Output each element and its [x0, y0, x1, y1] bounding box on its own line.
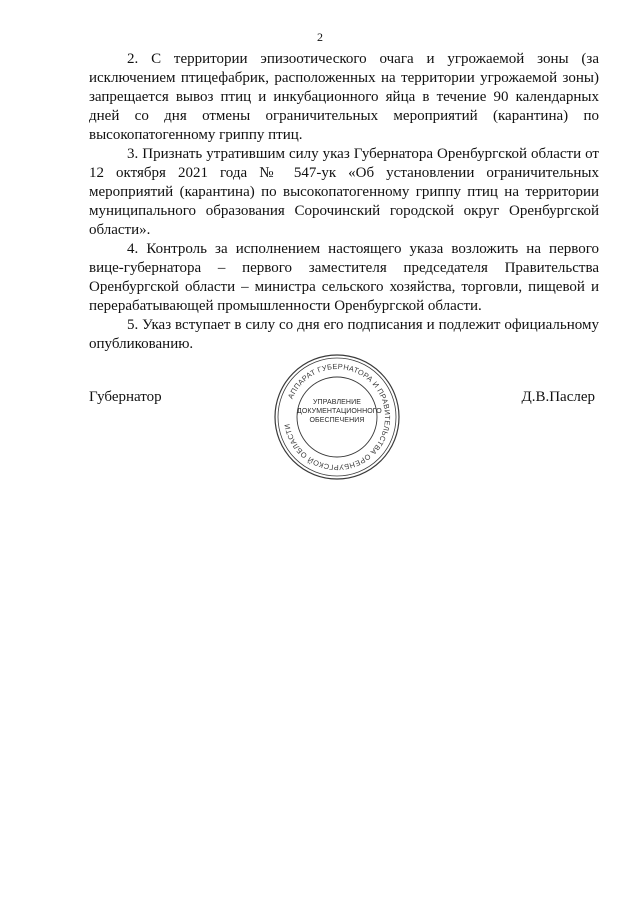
official-stamp: [272, 352, 402, 482]
stamp-center-line-3: ОБЕСПЕЧЕНИЯ: [309, 417, 365, 424]
paragraph-5-entry-into-force: 5. Указ вступает в силу со дня его подписания и подлежит официальному опубликованию.: [89, 317, 599, 352]
page-number: 2: [317, 30, 323, 44]
signatory-name: Д.В.Паслер: [521, 389, 595, 405]
paragraph-2-export-ban: 2. С территории эпизоотического очага и угрожаемой зоны (за исключением птицефабрик, расположенных на территории угрожаемой зоны) запрещается вывоз птиц и инкубационного яйца в течение 90 календарных дней со дня отмены ограничительных мероприятий (карантина) по высокопатогенному гриппу птиц.: [89, 51, 599, 143]
signature-block: [89, 352, 599, 482]
stamp-center-line-2: ДОКУМЕНТАЦИОННОГО: [297, 408, 382, 415]
paragraph-3-repeal-decree: 3. Признать утратившим силу указ Губернатора Оренбургской области от 12 октября 2021 года № 547-ук «Об установлении ограничительных мероприятий (карантина) по высокопатогенному гриппу птиц на территории муниципального образования Сорочинский городской округ Оренбургской области».: [89, 146, 599, 238]
stamp-center-line-1: УПРАВЛЕНИЕ: [313, 399, 361, 406]
signatory-title: Губернатор: [89, 389, 162, 405]
stamp-ring-text: АППАРАТ ГУБЕРНАТОРА И ПРАВИТЕЛЬСТВА ОРЕНБУРГСКОЙ ОБЛАСТИ: [282, 361, 393, 473]
paragraph-4-control: 4. Контроль за исполнением настоящего указа возложить на первого вице-губернатора – первого заместителя председателя Правительства Оренбургской области – министра сельского хозяйства, торговли, пищевой и перерабатывающей промышленности Оренбургской области.: [89, 241, 599, 314]
document-body: [89, 50, 599, 354]
stamp-center-text: [297, 398, 382, 425]
